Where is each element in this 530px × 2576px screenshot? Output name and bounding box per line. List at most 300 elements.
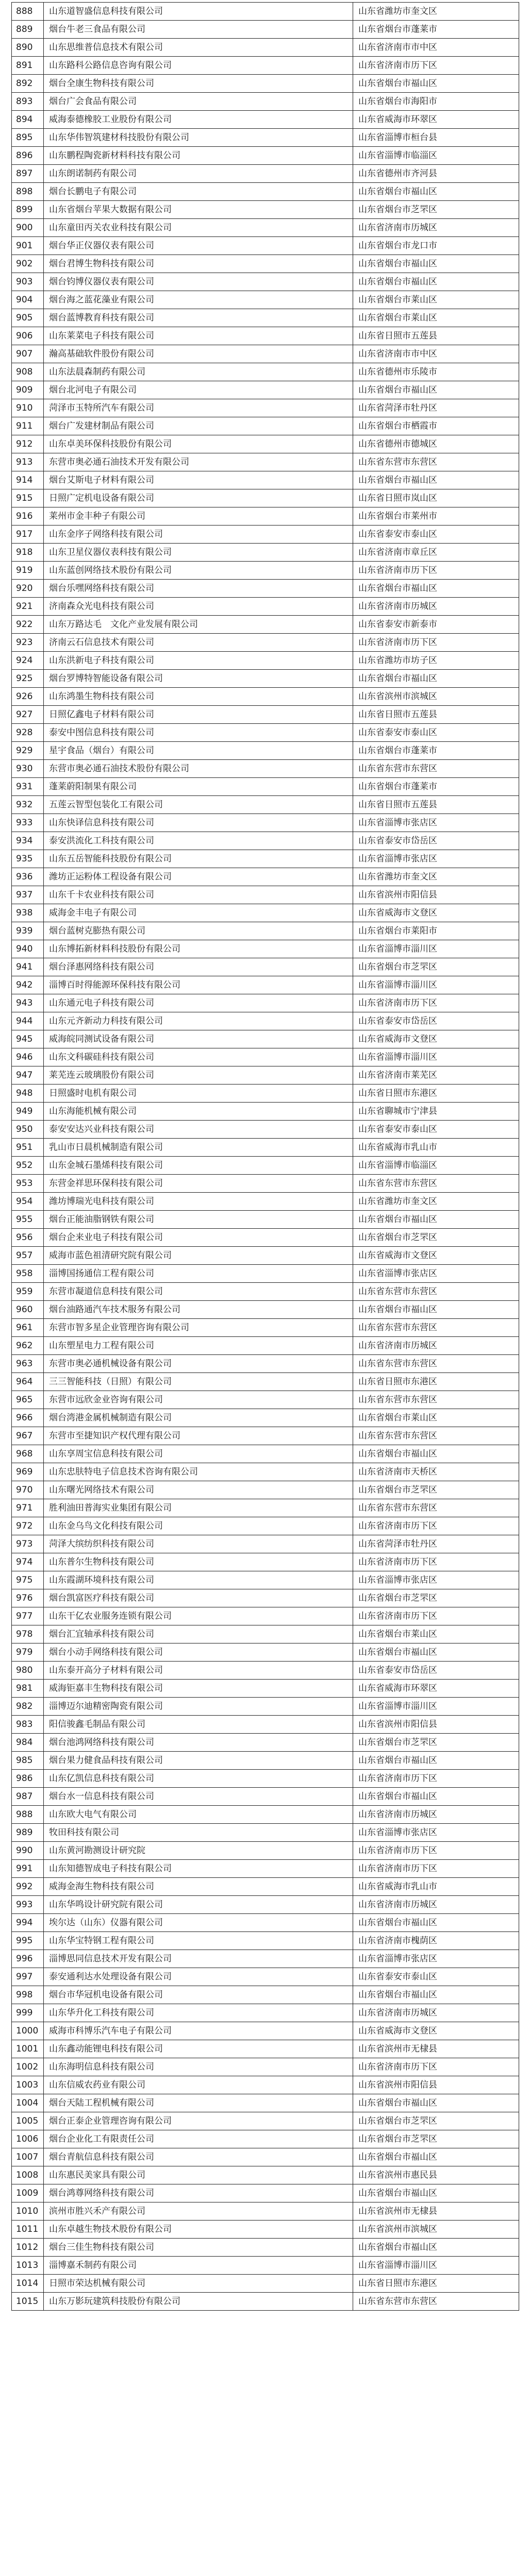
row-number: 981 xyxy=(12,1680,44,1698)
row-number: 1010 xyxy=(12,2202,44,2221)
company-region: 山东省济南市历下区 xyxy=(353,1770,519,1788)
row-number: 923 xyxy=(12,634,44,652)
company-name: 烟台正泰企业管理咨询有限公司 xyxy=(44,2112,353,2130)
row-number: 917 xyxy=(12,526,44,544)
company-region: 山东省烟台市福山区 xyxy=(353,1788,519,1806)
table-row xyxy=(12,1265,519,1283)
company-name: 泰安洪流化工科技有限公司 xyxy=(44,832,353,850)
row-number: 906 xyxy=(12,327,44,345)
company-region: 山东省烟台市福山区 xyxy=(353,273,519,291)
row-number: 961 xyxy=(12,1319,44,1337)
row-number: 943 xyxy=(12,994,44,1012)
company-name: 泰安安达兴业科技有限公司 xyxy=(44,1121,353,1139)
row-number: 931 xyxy=(12,778,44,796)
table-row xyxy=(12,165,519,183)
row-number: 962 xyxy=(12,1337,44,1355)
row-number: 972 xyxy=(12,1517,44,1535)
company-name: 山东千卡农业科技有限公司 xyxy=(44,886,353,904)
row-number: 983 xyxy=(12,1716,44,1734)
company-region: 山东省淄博市淄川区 xyxy=(353,1048,519,1066)
row-number: 913 xyxy=(12,453,44,471)
company-region: 山东省济南市历下区 xyxy=(353,1607,519,1625)
row-number: 982 xyxy=(12,1698,44,1716)
company-region: 山东省菏泽市牡丹区 xyxy=(353,1535,519,1553)
row-number: 951 xyxy=(12,1139,44,1157)
company-region: 山东省烟台市福山区 xyxy=(353,2094,519,2112)
table-row xyxy=(12,1121,519,1139)
row-number: 988 xyxy=(12,1806,44,1824)
company-region: 山东省烟台市蓬莱市 xyxy=(353,742,519,760)
table-row xyxy=(12,1481,519,1499)
row-number: 928 xyxy=(12,724,44,742)
table-row xyxy=(12,1716,519,1734)
row-number: 996 xyxy=(12,1950,44,1968)
company-region: 山东省淄博市淄川区 xyxy=(353,940,519,958)
company-region: 山东省德州市德城区 xyxy=(353,435,519,453)
row-number: 896 xyxy=(12,147,44,165)
company-name: 星宇食品（烟台）有限公司 xyxy=(44,742,353,760)
table-row xyxy=(12,580,519,598)
company-region: 山东省烟台市福山区 xyxy=(353,2148,519,2166)
company-region: 山东省济南市历城区 xyxy=(353,598,519,616)
table-row xyxy=(12,255,519,273)
company-name: 烟台汇宜轴承科技有限公司 xyxy=(44,1625,353,1643)
company-region: 山东省烟台市莱山区 xyxy=(353,1625,519,1643)
company-region: 山东省烟台市蓬莱市 xyxy=(353,778,519,796)
company-region: 山东省潍坊市奎文区 xyxy=(353,868,519,886)
table-row xyxy=(12,1950,519,1968)
row-number: 924 xyxy=(12,652,44,670)
table-row xyxy=(12,1499,519,1517)
company-region: 山东省烟台市芝罘区 xyxy=(353,1734,519,1752)
row-number: 966 xyxy=(12,1409,44,1427)
table-row xyxy=(12,1157,519,1175)
company-name: 泰安中图信息科技有限公司 xyxy=(44,724,353,742)
table-row xyxy=(12,399,519,417)
company-region: 山东省烟台市福山区 xyxy=(353,255,519,273)
table-row xyxy=(12,2130,519,2148)
company-name: 烟台湾港金属机械制造有限公司 xyxy=(44,1409,353,1427)
company-region: 山东省济南市历下区 xyxy=(353,1553,519,1571)
company-name: 山东鸿墨生物科技有限公司 xyxy=(44,688,353,706)
table-row xyxy=(12,1337,519,1355)
company-name: 山东洪新电子科技有限公司 xyxy=(44,652,353,670)
company-name: 威海泰德橡胶工业股份有限公司 xyxy=(44,111,353,129)
company-region: 山东省济南市历城区 xyxy=(353,1806,519,1824)
company-name: 烟台君博生物科技有限公司 xyxy=(44,255,353,273)
company-name: 山东文科碳硅科技有限公司 xyxy=(44,1048,353,1066)
company-region: 山东省泰安市岱岳区 xyxy=(353,1012,519,1030)
company-region: 山东省淄博市张店区 xyxy=(353,1824,519,1842)
company-name: 蓬莱蔚阳制果有限公司 xyxy=(44,778,353,796)
row-number: 942 xyxy=(12,976,44,994)
row-number: 986 xyxy=(12,1770,44,1788)
row-number: 978 xyxy=(12,1625,44,1643)
company-name: 莱州市金丰种子有限公司 xyxy=(44,507,353,526)
row-number: 979 xyxy=(12,1643,44,1662)
row-number: 936 xyxy=(12,868,44,886)
company-name: 烟台油路通汽车技术服务有限公司 xyxy=(44,1301,353,1319)
company-region: 山东省烟台市福山区 xyxy=(353,75,519,93)
table-row xyxy=(12,129,519,147)
company-region: 山东省烟台市福山区 xyxy=(353,2239,519,2257)
table-row xyxy=(12,868,519,886)
table-row xyxy=(12,1066,519,1084)
row-number: 997 xyxy=(12,1968,44,1986)
row-number: 987 xyxy=(12,1788,44,1806)
company-region: 山东省东营市东营区 xyxy=(353,1175,519,1193)
table-row xyxy=(12,1030,519,1048)
row-number: 919 xyxy=(12,562,44,580)
company-name: 日照广定机电设备有限公司 xyxy=(44,489,353,507)
company-name: 山东通元电子科技有限公司 xyxy=(44,994,353,1012)
company-name: 烟台鸿尊网络科技有限公司 xyxy=(44,2184,353,2202)
table-row xyxy=(12,1012,519,1030)
company-name: 烟台企业化工有限责任公司 xyxy=(44,2130,353,2148)
table-row xyxy=(12,2058,519,2076)
company-region: 山东省济南市章丘区 xyxy=(353,544,519,562)
table-row xyxy=(12,670,519,688)
table-row xyxy=(12,183,519,201)
table-row xyxy=(12,1084,519,1103)
company-name: 烟台凯富医疗科技有限公司 xyxy=(44,1589,353,1607)
company-region: 山东省潍坊市坊子区 xyxy=(353,652,519,670)
table-row xyxy=(12,940,519,958)
table-row xyxy=(12,2022,519,2040)
company-name: 山东华伟智筑建材科技股份有限公司 xyxy=(44,129,353,147)
table-row xyxy=(12,219,519,237)
company-region: 山东省烟台市莱山区 xyxy=(353,309,519,327)
company-region: 山东省泰安市泰山区 xyxy=(353,526,519,544)
company-region: 山东省烟台市福山区 xyxy=(353,1986,519,2004)
company-region: 山东省烟台市福山区 xyxy=(353,183,519,201)
company-region: 山东省威海市乳山市 xyxy=(353,1139,519,1157)
company-name: 山东惠民美家具有限公司 xyxy=(44,2166,353,2184)
company-name: 淄博国扬通信工程有限公司 xyxy=(44,1265,353,1283)
table-row xyxy=(12,904,519,922)
company-region: 山东省泰安市新泰市 xyxy=(353,616,519,634)
table-row xyxy=(12,760,519,778)
company-region: 山东省日照市五莲县 xyxy=(353,706,519,724)
row-number: 1014 xyxy=(12,2275,44,2293)
table-row xyxy=(12,75,519,93)
company-region: 山东省威海市环翠区 xyxy=(353,111,519,129)
table-row xyxy=(12,1355,519,1373)
company-name: 山东蓝创网络技术股份有限公司 xyxy=(44,562,353,580)
row-number: 893 xyxy=(12,93,44,111)
company-region: 山东省烟台市芝罘区 xyxy=(353,1589,519,1607)
company-name: 东营市至捷知识产权代理有限公司 xyxy=(44,1427,353,1445)
company-region: 山东省济南市历下区 xyxy=(353,2058,519,2076)
company-region: 山东省济南市历城区 xyxy=(353,219,519,237)
row-number: 912 xyxy=(12,435,44,453)
table-row xyxy=(12,309,519,327)
company-table xyxy=(11,2,519,2311)
company-name: 淄博百时得能源环保科技有限公司 xyxy=(44,976,353,994)
company-name: 埃尔达（山东）仪器有限公司 xyxy=(44,1914,353,1932)
row-number: 890 xyxy=(12,39,44,57)
table-row xyxy=(12,1535,519,1553)
row-number: 918 xyxy=(12,544,44,562)
company-name: 山东法晨森制药有限公司 xyxy=(44,363,353,381)
row-number: 1006 xyxy=(12,2130,44,2148)
row-number: 960 xyxy=(12,1301,44,1319)
company-name: 烟台海之蓝花藻业有限公司 xyxy=(44,291,353,309)
company-name: 山东黄河勘测设计研究院 xyxy=(44,1842,353,1860)
row-number: 929 xyxy=(12,742,44,760)
company-region: 山东省威海市乳山市 xyxy=(353,1878,519,1896)
table-row xyxy=(12,850,519,868)
company-region: 山东省济南市槐荫区 xyxy=(353,1932,519,1950)
table-row xyxy=(12,1734,519,1752)
table-row xyxy=(12,922,519,940)
company-region: 山东省东营市东营区 xyxy=(353,1319,519,1337)
table-row xyxy=(12,2076,519,2094)
row-number: 941 xyxy=(12,958,44,976)
company-list-sheet xyxy=(11,2,519,2311)
company-name: 潍坊正运粉体工程设备有限公司 xyxy=(44,868,353,886)
table-row xyxy=(12,1625,519,1643)
company-name: 东营市奥必通石油技术股份有限公司 xyxy=(44,760,353,778)
company-region: 山东省聊城市宁津县 xyxy=(353,1103,519,1121)
company-name: 淄博思同信息技术开发有限公司 xyxy=(44,1950,353,1968)
table-row xyxy=(12,1373,519,1391)
company-name: 烟台广发建材制品有限公司 xyxy=(44,417,353,435)
table-row xyxy=(12,435,519,453)
row-number: 991 xyxy=(12,1860,44,1878)
company-region: 山东省威海市文登区 xyxy=(353,1247,519,1265)
company-region: 山东省淄博市临淄区 xyxy=(353,147,519,165)
table-row xyxy=(12,2094,519,2112)
company-name: 威海金海生物科技有限公司 xyxy=(44,1878,353,1896)
row-number: 1005 xyxy=(12,2112,44,2130)
row-number: 1012 xyxy=(12,2239,44,2257)
company-region: 山东省淄博市张店区 xyxy=(353,1571,519,1589)
table-row xyxy=(12,453,519,471)
company-region: 山东省东营市东营区 xyxy=(353,1499,519,1517)
company-name: 东营市智多星企业管理咨询有限公司 xyxy=(44,1319,353,1337)
row-number: 894 xyxy=(12,111,44,129)
company-region: 山东省威海市文登区 xyxy=(353,904,519,922)
row-number: 1007 xyxy=(12,2148,44,2166)
company-region: 山东省泰安市岱岳区 xyxy=(353,1662,519,1680)
company-region: 山东省淄博市临淄区 xyxy=(353,1157,519,1175)
company-name: 威海市蓝色祖清研究院有限公司 xyxy=(44,1247,353,1265)
table-row xyxy=(12,814,519,832)
row-number: 949 xyxy=(12,1103,44,1121)
table-row xyxy=(12,652,519,670)
company-name: 烟台泽惠网络科技有限公司 xyxy=(44,958,353,976)
company-region: 山东省烟台市福山区 xyxy=(353,1643,519,1662)
company-name: 山东塑星电力工程有限公司 xyxy=(44,1337,353,1355)
company-name: 山东思维普信息技术有限公司 xyxy=(44,39,353,57)
company-name: 威海钜嘉丰生物科技有限公司 xyxy=(44,1680,353,1698)
company-region: 山东省烟台市福山区 xyxy=(353,1752,519,1770)
company-region: 山东省济南市莱芜区 xyxy=(353,1066,519,1084)
company-region: 山东省烟台市海阳市 xyxy=(353,93,519,111)
table-row xyxy=(12,273,519,291)
table-row xyxy=(12,1409,519,1427)
table-row xyxy=(12,886,519,904)
table-row xyxy=(12,2221,519,2239)
company-name: 日照盛时电机有限公司 xyxy=(44,1084,353,1103)
table-row xyxy=(12,2004,519,2022)
company-name: 山东金乌鸟文化科技有限公司 xyxy=(44,1517,353,1535)
company-region: 山东省济南市历下区 xyxy=(353,57,519,75)
company-name: 泰安通利达水处理设备有限公司 xyxy=(44,1968,353,1986)
table-row xyxy=(12,526,519,544)
company-name: 山东童田丙关农业科技有限公司 xyxy=(44,219,353,237)
company-name: 五莲云智型包装化工有限公司 xyxy=(44,796,353,814)
company-region: 山东省烟台市芝罘区 xyxy=(353,2130,519,2148)
table-row xyxy=(12,237,519,255)
company-name: 烟台水一信息科技有限公司 xyxy=(44,1788,353,1806)
table-row xyxy=(12,1770,519,1788)
company-name: 威海皖同测试设备有限公司 xyxy=(44,1030,353,1048)
company-name: 烟台全康生物科技有限公司 xyxy=(44,75,353,93)
table-row xyxy=(12,327,519,345)
row-number: 905 xyxy=(12,309,44,327)
row-number: 992 xyxy=(12,1878,44,1896)
company-name: 山东欧大电气有限公司 xyxy=(44,1806,353,1824)
table-row xyxy=(12,2257,519,2275)
table-row xyxy=(12,489,519,507)
company-name: 山东元齐新动力科技有限公司 xyxy=(44,1012,353,1030)
row-number: 889 xyxy=(12,21,44,39)
row-number: 967 xyxy=(12,1427,44,1445)
row-number: 1000 xyxy=(12,2022,44,2040)
company-region: 山东省济南市市中区 xyxy=(353,345,519,363)
table-row xyxy=(12,2293,519,2311)
row-number: 1015 xyxy=(12,2293,44,2311)
table-row xyxy=(12,507,519,526)
row-number: 974 xyxy=(12,1553,44,1571)
company-region: 山东省滨州市惠民县 xyxy=(353,2166,519,2184)
company-name: 潍坊博瑞光电科技有限公司 xyxy=(44,1193,353,1211)
company-region: 山东省东营市东营区 xyxy=(353,1283,519,1301)
row-number: 939 xyxy=(12,922,44,940)
row-number: 994 xyxy=(12,1914,44,1932)
row-number: 916 xyxy=(12,507,44,526)
row-number: 915 xyxy=(12,489,44,507)
company-region: 山东省德州市乐陵市 xyxy=(353,363,519,381)
row-number: 1011 xyxy=(12,2221,44,2239)
company-region: 山东省济南市历城区 xyxy=(353,1896,519,1914)
table-row xyxy=(12,598,519,616)
company-name: 山东博拓新材料科技股份有限公司 xyxy=(44,940,353,958)
row-number: 909 xyxy=(12,381,44,399)
table-row xyxy=(12,778,519,796)
table-row xyxy=(12,1914,519,1932)
company-region: 山东省烟台市龙口市 xyxy=(353,237,519,255)
row-number: 899 xyxy=(12,201,44,219)
table-row xyxy=(12,2202,519,2221)
table-row xyxy=(12,3,519,21)
company-region: 山东省济南市天桥区 xyxy=(353,1463,519,1481)
company-name: 东营金祥思环保科技有限公司 xyxy=(44,1175,353,1193)
row-number: 921 xyxy=(12,598,44,616)
company-region: 山东省济南市历下区 xyxy=(353,1842,519,1860)
table-row xyxy=(12,1427,519,1445)
company-region: 山东省烟台市福山区 xyxy=(353,1211,519,1229)
table-row xyxy=(12,1319,519,1337)
company-region: 山东省滨州市阳信县 xyxy=(353,2076,519,2094)
company-name: 东营市凝道信息科技有限公司 xyxy=(44,1283,353,1301)
table-row xyxy=(12,2148,519,2166)
company-region: 山东省滨州市无棣县 xyxy=(353,2040,519,2058)
company-region: 山东省日照市东港区 xyxy=(353,1373,519,1391)
table-row xyxy=(12,1788,519,1806)
company-region: 山东省东营市东营区 xyxy=(353,2293,519,2311)
table-row xyxy=(12,2040,519,2058)
company-name: 瀚高基础软件股份有限公司 xyxy=(44,345,353,363)
company-region: 山东省东营市东营区 xyxy=(353,760,519,778)
company-name: 烟台青航信息科技有限公司 xyxy=(44,2148,353,2166)
company-name: 山东华鸣设计研究院有限公司 xyxy=(44,1896,353,1914)
company-region: 山东省烟台市芝罘区 xyxy=(353,2112,519,2130)
row-number: 935 xyxy=(12,850,44,868)
company-region: 山东省泰安市岱岳区 xyxy=(353,832,519,850)
company-region: 山东省滨州市无棣县 xyxy=(353,2202,519,2221)
row-number: 910 xyxy=(12,399,44,417)
row-number: 922 xyxy=(12,616,44,634)
row-number: 969 xyxy=(12,1463,44,1481)
row-number: 985 xyxy=(12,1752,44,1770)
company-name: 山东海明信息科技有限公司 xyxy=(44,2058,353,2076)
table-row xyxy=(12,201,519,219)
row-number: 995 xyxy=(12,1932,44,1950)
row-number: 898 xyxy=(12,183,44,201)
table-row xyxy=(12,724,519,742)
company-region: 山东省烟台市莱山区 xyxy=(353,1409,519,1427)
company-region: 山东省淄博市淄川区 xyxy=(353,2257,519,2275)
company-region: 山东省烟台市莱州市 xyxy=(353,507,519,526)
row-number: 955 xyxy=(12,1211,44,1229)
row-number: 927 xyxy=(12,706,44,724)
row-number: 1004 xyxy=(12,2094,44,2112)
table-row xyxy=(12,1553,519,1571)
company-name: 山东鹏程陶瓷新材料科技有限公司 xyxy=(44,147,353,165)
table-row xyxy=(12,1698,519,1716)
row-number: 937 xyxy=(12,886,44,904)
company-name: 淄博嘉禾制药有限公司 xyxy=(44,2257,353,2275)
company-region: 山东省烟台市蓬莱市 xyxy=(353,21,519,39)
company-name: 山东万影玩建筑科技股份有限公司 xyxy=(44,2293,353,2311)
company-name: 山东亿凯信息科技有限公司 xyxy=(44,1770,353,1788)
table-row xyxy=(12,1517,519,1535)
company-name: 烟台小动手网络科技有限公司 xyxy=(44,1643,353,1662)
company-region: 山东省泰安市泰山区 xyxy=(353,1121,519,1139)
company-region: 山东省烟台市福山区 xyxy=(353,1445,519,1463)
table-row xyxy=(12,2239,519,2257)
row-number: 938 xyxy=(12,904,44,922)
company-name: 山东享周宝信息科技有限公司 xyxy=(44,1445,353,1463)
row-number: 977 xyxy=(12,1607,44,1625)
row-number: 907 xyxy=(12,345,44,363)
table-row xyxy=(12,688,519,706)
row-number: 975 xyxy=(12,1571,44,1589)
company-region: 山东省烟台市芝罘区 xyxy=(353,1481,519,1499)
row-number: 930 xyxy=(12,760,44,778)
table-row xyxy=(12,1842,519,1860)
table-row xyxy=(12,381,519,399)
row-number: 968 xyxy=(12,1445,44,1463)
company-name: 烟台企来业电子科技有限公司 xyxy=(44,1229,353,1247)
row-number: 908 xyxy=(12,363,44,381)
company-name: 山东普尔生物科技有限公司 xyxy=(44,1553,353,1571)
company-region: 山东省济南市历下区 xyxy=(353,994,519,1012)
table-row xyxy=(12,39,519,57)
